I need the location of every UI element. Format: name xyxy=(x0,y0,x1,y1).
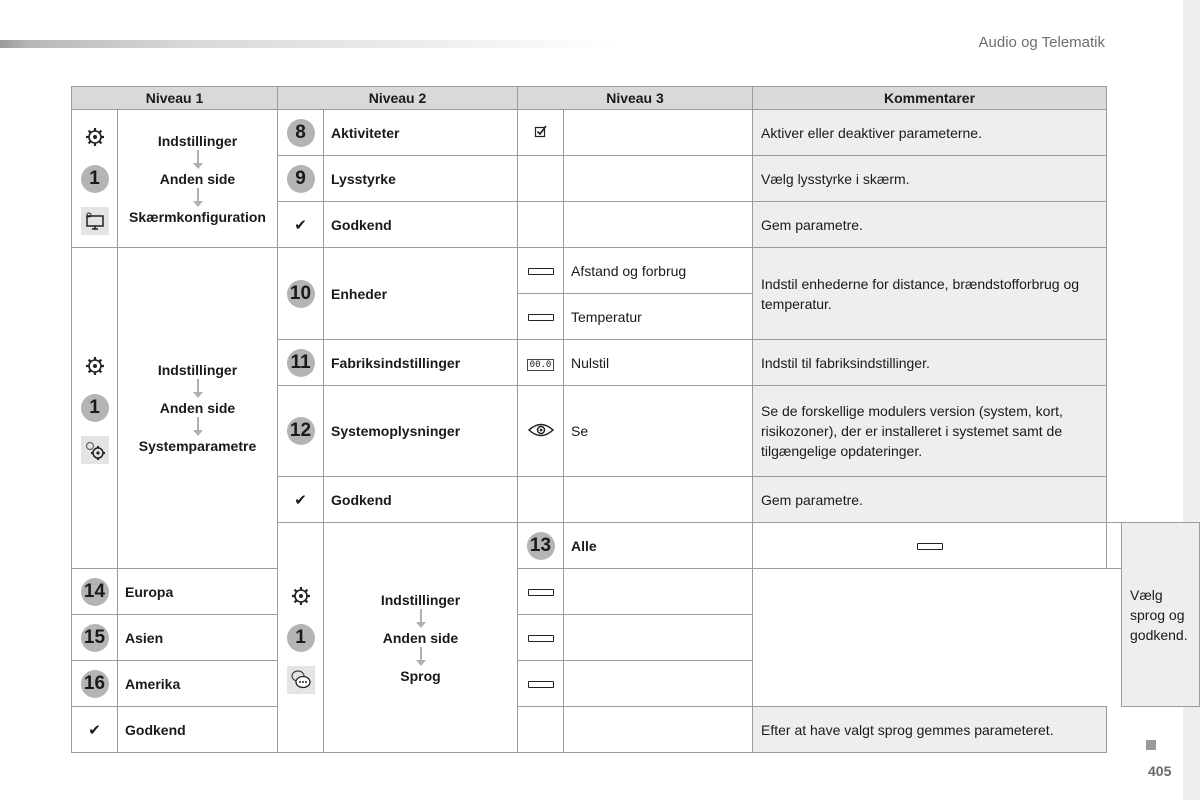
level2-number xyxy=(518,523,564,569)
table-row xyxy=(72,707,1200,753)
path-step: Systemparametre xyxy=(138,438,257,454)
path-step: Indstillinger xyxy=(157,362,238,378)
number-badge: 8 xyxy=(287,119,315,147)
comment-cell: Se de forskellige modulers version (system, kort, risikozoner), der er installeret i systemet samt de tilgængelige opdateringer. xyxy=(753,386,1107,477)
arrow-down-icon xyxy=(197,150,199,164)
arrow-down-icon xyxy=(197,379,199,393)
table-row xyxy=(72,248,1200,294)
check-icon: ✔ xyxy=(294,216,307,234)
level1-icons xyxy=(72,110,118,248)
number-badge: 13 xyxy=(527,532,555,560)
level2-number xyxy=(278,386,324,477)
comment-cell: Vælg lysstyrke i skærm. xyxy=(753,156,1107,202)
path-step: Anden side xyxy=(382,629,459,646)
level2-label: Godkend xyxy=(324,477,518,523)
level2-label: Godkend xyxy=(118,707,278,753)
level2-label: Fabriksindstillinger xyxy=(324,340,518,386)
check-icon: ✔ xyxy=(294,491,307,509)
page-one-badge: 1 xyxy=(81,165,109,193)
table-row xyxy=(72,615,1200,661)
level3-label xyxy=(564,202,753,248)
section-title: Audio og Telematik xyxy=(978,34,1105,51)
level3-label xyxy=(564,156,753,202)
page-one-badge: 1 xyxy=(287,624,315,652)
level3-icon-cell xyxy=(518,248,564,294)
level3-label xyxy=(564,110,753,156)
level2-number xyxy=(278,156,324,202)
comment-cell: Gem parametre. xyxy=(753,477,1107,523)
level2-label: Enheder xyxy=(324,248,518,340)
path-step: Anden side xyxy=(159,400,236,416)
number-badge: 11 xyxy=(287,349,315,377)
table-row xyxy=(72,569,1200,615)
page-marker-square xyxy=(1146,740,1156,750)
page-one-badge: 1 xyxy=(81,394,109,422)
level2-label: Amerika xyxy=(118,661,278,707)
system-gears-icon xyxy=(81,436,109,464)
path-step: Sprog xyxy=(400,667,441,684)
comment-cell: Vælg sprog og godkend. xyxy=(1122,523,1200,707)
path-step: Indstillinger xyxy=(157,132,238,149)
level2-number xyxy=(72,615,118,661)
arrow-down-icon xyxy=(420,647,422,661)
level3-icon-cell xyxy=(518,569,564,615)
level3-icon-cell xyxy=(518,386,564,477)
bar-icon xyxy=(528,268,554,275)
level1-path xyxy=(118,110,278,248)
level2-label: Aktiviteter xyxy=(324,110,518,156)
level2-icon-cell xyxy=(278,202,324,248)
level3-label xyxy=(1107,523,1122,569)
level3-icon-cell xyxy=(518,294,564,340)
level2-icon-cell xyxy=(278,477,324,523)
level2-label: Asien xyxy=(118,615,278,661)
eye-icon xyxy=(528,425,554,441)
header-niveau-2: Niveau 2 xyxy=(278,87,518,110)
level3-icon-cell xyxy=(518,615,564,661)
level3-label: Afstand og forbrug xyxy=(564,248,753,294)
header-niveau-3: Niveau 3 xyxy=(518,87,753,110)
code-icon: 00.0 xyxy=(527,359,555,371)
path-step: Skærmkonfiguration xyxy=(129,208,266,225)
bar-icon xyxy=(528,314,554,321)
level3-label xyxy=(564,569,753,615)
gear-icon xyxy=(287,582,315,610)
level1-path xyxy=(324,523,518,753)
level3-icon-cell xyxy=(518,202,564,248)
comment-cell: Efter at have valgt sprog gemmes parameteret. xyxy=(753,707,1107,753)
level3-icon-cell xyxy=(518,661,564,707)
level2-number xyxy=(72,569,118,615)
checkbox-icon xyxy=(534,125,548,141)
table-row xyxy=(72,110,1200,156)
level3-label xyxy=(564,661,753,707)
level2-label: Systemoplysninger xyxy=(324,386,518,477)
level3-icon-cell xyxy=(753,523,1107,569)
comment-cell: Gem parametre. xyxy=(753,202,1107,248)
level1-icons xyxy=(278,523,324,753)
number-badge: 9 xyxy=(287,165,315,193)
level3-label: Temperatur xyxy=(564,294,753,340)
arrow-down-icon xyxy=(197,188,199,202)
level3-label xyxy=(564,707,753,753)
level2-label: Alle xyxy=(564,523,753,569)
level2-number xyxy=(278,248,324,340)
level3-label xyxy=(564,615,753,661)
level1-icons xyxy=(72,248,118,569)
arrow-down-icon xyxy=(197,417,199,431)
top-decorative-bar xyxy=(0,40,620,48)
comment-cell: Aktiver eller deaktiver parameterne. xyxy=(753,110,1107,156)
level1-path xyxy=(118,248,278,569)
header-kommentarer: Kommentarer xyxy=(753,87,1107,110)
level3-label: Nulstil xyxy=(564,340,753,386)
level2-label: Godkend xyxy=(324,202,518,248)
settings-navigation-table xyxy=(71,86,1200,753)
comment-cell: Indstil enhederne for distance, brændstofforbrug og temperatur. xyxy=(753,248,1107,340)
level2-label: Europa xyxy=(118,569,278,615)
header-niveau-1: Niveau 1 xyxy=(72,87,278,110)
level3-icon-cell xyxy=(518,477,564,523)
number-badge: 14 xyxy=(81,578,109,606)
level3-label xyxy=(564,477,753,523)
page-number: 405 xyxy=(1148,763,1172,779)
table-row xyxy=(72,661,1200,707)
path-step: Indstillinger xyxy=(380,591,461,608)
level3-icon-cell xyxy=(518,707,564,753)
level3-icon-cell xyxy=(518,156,564,202)
check-icon: ✔ xyxy=(88,721,101,739)
comment-cell: Indstil til fabriksindstillinger. xyxy=(753,340,1107,386)
gear-icon xyxy=(81,352,109,380)
bar-icon xyxy=(917,543,943,550)
level2-label: Lysstyrke xyxy=(324,156,518,202)
table-header-row xyxy=(72,87,1200,110)
language-icon xyxy=(287,666,315,694)
level3-icon-cell xyxy=(518,110,564,156)
level2-icon-cell xyxy=(72,707,118,753)
level2-number xyxy=(72,661,118,707)
gear-icon xyxy=(81,123,109,151)
bar-icon xyxy=(528,681,554,688)
arrow-down-icon xyxy=(420,609,422,623)
level3-icon-cell xyxy=(518,340,564,386)
bar-icon xyxy=(528,589,554,596)
level2-number xyxy=(278,340,324,386)
number-badge: 15 xyxy=(81,624,109,652)
path-step: Anden side xyxy=(159,170,236,187)
level3-label: Se xyxy=(564,386,753,477)
number-badge: 10 xyxy=(287,280,315,308)
screen-config-icon xyxy=(81,207,109,235)
number-badge: 16 xyxy=(81,670,109,698)
number-badge: 12 xyxy=(287,417,315,445)
bar-icon xyxy=(528,635,554,642)
level2-number xyxy=(278,110,324,156)
